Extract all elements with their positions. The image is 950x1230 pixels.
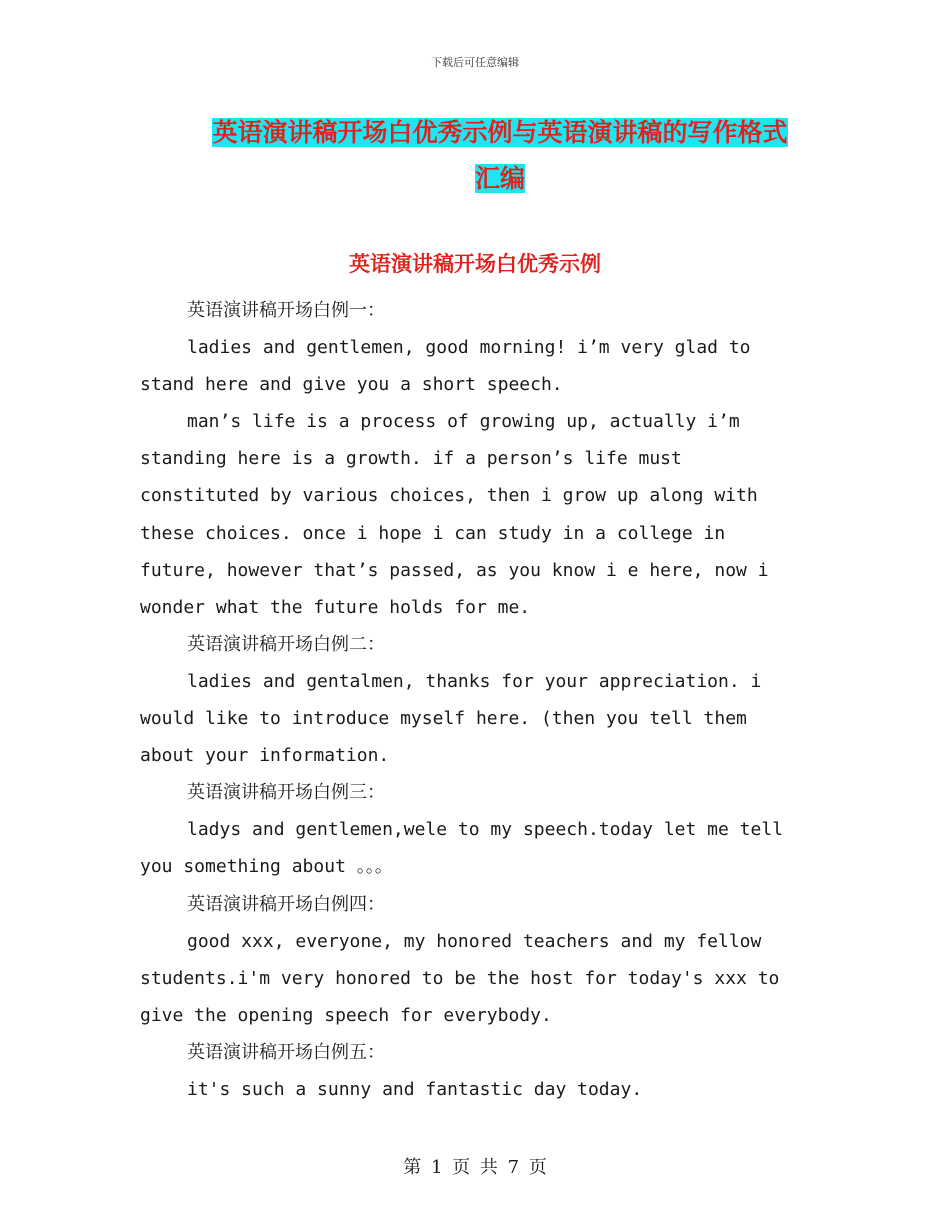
- paragraph-example-5-heading: 英语演讲稿开场白例五：: [187, 1041, 385, 1063]
- title-line-2: 汇编: [474, 164, 525, 193]
- paragraph: ladies and gentalmen, thanks for your appreciation. i would like to introduce myself here. (then you tell them about your information.: [140, 670, 762, 767]
- header-note: 下载后可任意编辑: [431, 56, 519, 69]
- paragraph-example-1-heading: 英语演讲稿开场白例一：: [187, 300, 385, 321]
- paragraph: ladies and gentlemen, good morning! i’m very glad to stand here and give you a short speech.: [140, 337, 751, 396]
- body-text: [140, 292, 788, 1108]
- title-line-1: 英语演讲稿开场白优秀示例与英语演讲稿的写作格式: [212, 118, 788, 147]
- paragraph: ladys and gentlemen,wele to my speech.today let me tell you something about 。。。: [140, 819, 784, 878]
- paragraph: it's such a sunny and fantastic day today.: [187, 1078, 643, 1100]
- section-heading: 英语演讲稿开场白优秀示例: [349, 251, 601, 276]
- paragraph-example-2-heading: 英语演讲稿开场白例二：: [187, 633, 385, 655]
- paragraph-example-3-heading: 英语演讲稿开场白例三：: [187, 782, 385, 804]
- document-title: [195, 110, 805, 202]
- paragraph-example-4-heading: 英语演讲稿开场白例四：: [187, 893, 385, 915]
- paragraph: good xxx, everyone, my honored teachers and my fellow students.i'm very honored to be the host for today's xxx to give the opening speech for everybody.: [140, 930, 780, 1026]
- page-number: 第 1 页 共 7 页: [403, 1157, 547, 1178]
- paragraph: man’s life is a process of growing up, actually i’m standing here is a growth. if a person’s life must constituted by various choices, then i grow up along with these choices. once i hope i can study in a college in future, however that’s passed, as you know i e here, now i wonder what the future holds for me.: [140, 411, 769, 618]
